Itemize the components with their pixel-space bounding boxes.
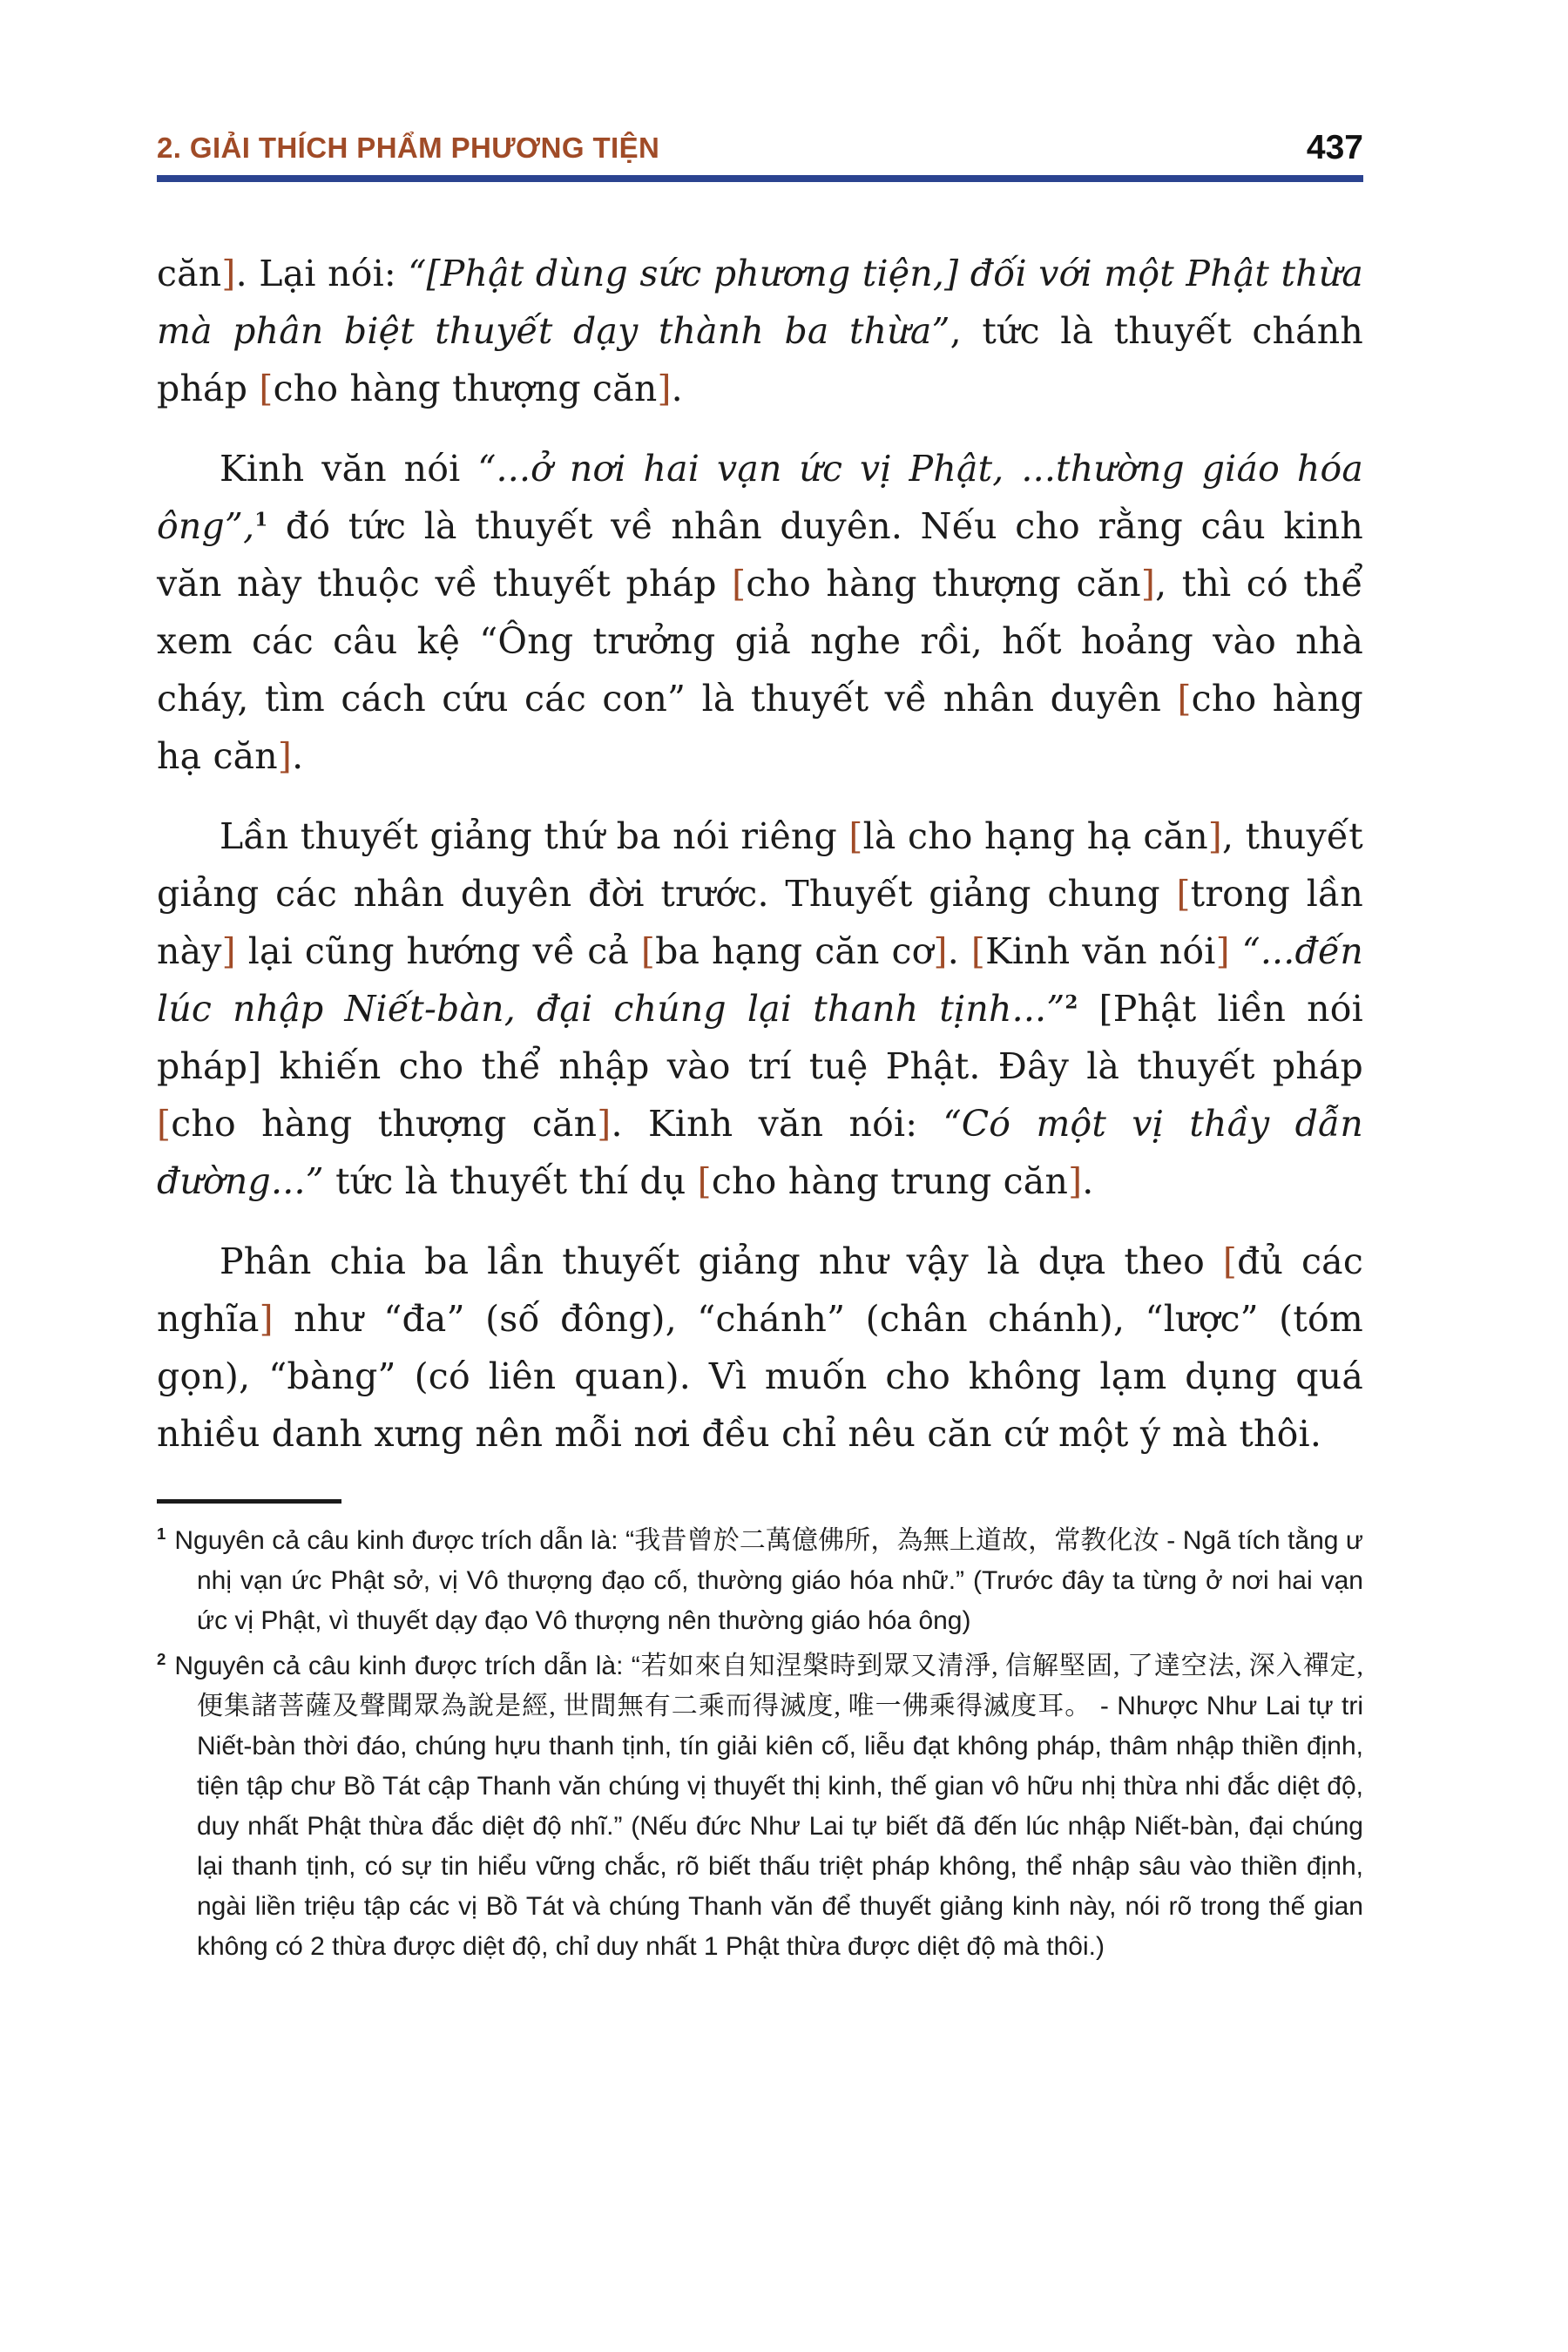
- page-number: 437: [1306, 129, 1363, 166]
- text-segment: là cho hạng hạ căn: [862, 815, 1208, 857]
- text-segment: .: [947, 930, 971, 972]
- bracket: [: [157, 1103, 172, 1145]
- text-segment: - Nhược Như Lai tự tri Niết-bàn thời đáo, chúng hựu thanh tịnh, tín giải kiên cố, liễu đạt không pháp, thâm nhập thiền định, tiện tập chư Bồ Tát cập Thanh văn chúng vị thuyết thị kinh, thế gian vô hữu nhị thừa nhi đắc diệt độ, duy nhất Phật thừa đắc diệt độ nhĩ.” (Nếu đức Như Lai tự biết đã đến lúc nhập Niết-bàn, đại chúng lại thanh tịnh, có sự tin hiểu vững chắc, rõ biết thấu triệt pháp không, thể nhập sâu vào thiền định, ngài liền triệu tập các vị Bồ Tát và chúng Thanh văn để thuyết giảng kinh này, nói rõ trong thế gian không có 2 thừa được diệt độ, chỉ duy nhất 1 Phật thừa được diệt độ mà thôi.): [197, 1692, 1364, 1961]
- bracket: ]: [221, 253, 236, 294]
- text-segment: Phân chia ba lần thuyết giảng như vậy là dựa theo: [220, 1240, 1223, 1282]
- footnote-1: [157, 1521, 1363, 1641]
- bracket: [: [697, 1160, 712, 1202]
- bracket: ]: [1207, 815, 1222, 857]
- text-segment: , thì có thể xem các câu kệ “Ông trưởng giả nghe rồi, hốt hoảng vào nhà cháy, tìm cách cứu các con” là thuyết về nhân duyên: [157, 563, 1363, 720]
- bracket: ]: [1140, 563, 1156, 605]
- chinese-text-segment: 若如來自知涅槃時到眾又清淨, 信解堅固, 了達空法, 深入禪定, 便集諸菩薩及聲聞眾為說是經, 世間無有二乘而得滅度, 唯一佛乘得滅度耳。: [197, 1652, 1364, 1720]
- text-segment: lại cũng hướng về cả: [235, 930, 641, 972]
- text-segment: . Kinh văn nói:: [611, 1103, 943, 1145]
- bracket: ]: [657, 368, 672, 409]
- bracket: ]: [933, 930, 948, 972]
- text-segment: đủ các nghĩa: [157, 1240, 1363, 1340]
- text-segment: Lần thuyết giảng thứ ba nói riêng: [220, 815, 849, 857]
- chinese-text-segment: 我昔曾於二萬億佛所，為無上道故，常教化汝: [634, 1526, 1159, 1555]
- paragraph-1: [157, 245, 1363, 417]
- bracket: [: [640, 930, 656, 972]
- italic-quote-segment: “...đến lúc nhập Niết-bàn, đại chúng lại thanh tịnh...”: [157, 930, 1363, 1030]
- text-segment: ba hạng căn cơ: [655, 930, 934, 972]
- body-text: [157, 245, 1363, 1463]
- text-segment: [1230, 930, 1242, 972]
- paragraph-3: [157, 808, 1363, 1210]
- bracket: [: [970, 930, 986, 972]
- text-segment: .: [1082, 1160, 1094, 1202]
- italic-quote-segment: “Có một vị thầy dẫn đường...”: [157, 1103, 1363, 1202]
- bracket: ]: [597, 1103, 612, 1145]
- bracket: ]: [1068, 1160, 1083, 1202]
- bracket: ]: [277, 735, 293, 777]
- paragraph-2: [157, 440, 1363, 785]
- text-segment: Nguyên cả câu kinh được trích dẫn là: “: [174, 1526, 635, 1555]
- text-segment: [Phật liền nói pháp] khiến cho thể nhập vào trí tuệ Phật. Đây là thuyết pháp: [157, 988, 1363, 1087]
- italic-quote-segment: “[Phật dùng sức phương tiện,] đối với một Phật thừa mà phân biệt thuyết dạy thành ba thừa”: [157, 253, 1363, 352]
- footnote-marker-1: 1: [157, 1524, 166, 1543]
- text-segment: . Lại nói:: [235, 253, 409, 294]
- text-segment: , thuyết giảng các nhân duyên đời trước. Thuyết giảng chung: [157, 815, 1363, 915]
- bracket: ]: [259, 1298, 274, 1340]
- text-segment: , tức là thuyết chánh pháp: [157, 310, 1363, 409]
- header-rule: [157, 175, 1363, 182]
- superscript-ref: 2: [1064, 991, 1078, 1014]
- text-segment: căn: [157, 253, 222, 294]
- text-segment: cho hàng thượng căn: [746, 563, 1141, 605]
- footnote-marker-2: 2: [157, 1650, 166, 1668]
- footnote-2: [157, 1646, 1363, 1967]
- paragraph-4: [157, 1233, 1363, 1463]
- text-segment: cho hàng thượng căn: [273, 368, 658, 409]
- chapter-title: 2. GIẢI THÍCH PHẨM PHƯƠNG TIỆN: [157, 132, 660, 164]
- bracket: [: [848, 815, 863, 857]
- bracket: ]: [221, 930, 236, 972]
- text-segment: Kinh văn nói: [985, 930, 1216, 972]
- bracket: [: [732, 563, 747, 605]
- text-segment: - Ngã tích tằng ư nhị vạn ức Phật sở, vị Vô thượng đạo cố, thường giáo hóa nhữ.” (Trước đây ta từng ở nơi hai vạn ức vị Phật, vì thuyết dạy đạo Vô thượng nên thường giáo hóa ông): [197, 1526, 1364, 1635]
- bracket: [: [1177, 678, 1192, 720]
- text-segment: cho hàng trung căn: [711, 1160, 1069, 1202]
- bracket: [: [259, 368, 274, 409]
- italic-quote-segment: “...ở nơi hai vạn ức vị Phật, ...thường giáo hóa ông”,: [157, 448, 1363, 547]
- text-segment: Kinh văn nói: [220, 448, 478, 490]
- text-segment: cho hàng hạ căn: [157, 678, 1363, 777]
- bracket: [: [1176, 873, 1191, 915]
- footnote-section: [157, 1499, 1363, 1967]
- text-segment: như “đa” (số đông), “chánh” (chân chánh), “lược” (tóm gọn), “bàng” (có liên quan). Vì muốn cho không lạm dụng quá nhiều danh xưng nên mỗi nơi đều chỉ nêu căn cứ một ý mà thôi.: [157, 1298, 1363, 1455]
- footnote-rule: [157, 1499, 341, 1504]
- superscript-ref: 1: [254, 509, 268, 531]
- text-segment: đó tức là thuyết về nhân duyên. Nếu cho rằng câu kinh văn này thuộc về thuyết pháp: [157, 505, 1363, 605]
- bracket: ]: [1215, 930, 1230, 972]
- text-segment: cho hàng thượng căn: [171, 1103, 598, 1145]
- text-segment: trong lần này: [157, 873, 1363, 972]
- text-segment: .: [292, 735, 304, 777]
- page-header: [157, 131, 1363, 165]
- bracket: [: [1222, 1240, 1238, 1282]
- text-segment: tức là thuyết thí dụ: [323, 1160, 698, 1202]
- text-segment: .: [671, 368, 683, 409]
- text-segment: Nguyên cả câu kinh được trích dẫn là: “: [174, 1652, 640, 1680]
